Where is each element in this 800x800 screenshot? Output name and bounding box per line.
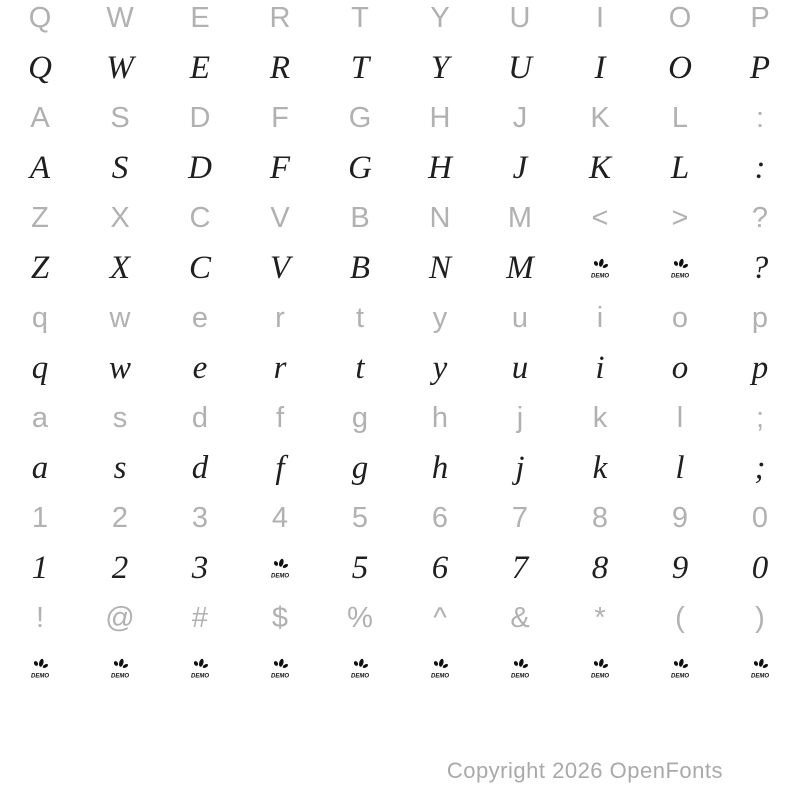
glyph-row-10-glyph: [0, 443, 800, 493]
font-glyph-cell: ?: [751, 249, 769, 286]
reference-glyph-cell: V: [270, 201, 290, 234]
font-glyph-cell: K: [588, 149, 611, 186]
glyph-row-11-reference: [0, 493, 800, 543]
demo-icon: [588, 258, 612, 279]
font-glyph-cell: D: [188, 149, 212, 186]
font-glyph-cell: k: [592, 449, 608, 486]
reference-glyph-cell: F: [271, 101, 289, 134]
reference-glyph-cell: !: [35, 601, 45, 634]
reference-glyph-cell: 9: [671, 501, 689, 534]
reference-glyph-cell: W: [106, 1, 134, 34]
glyph-row-5-reference: [0, 193, 800, 243]
reference-glyph-cell: 3: [191, 501, 209, 534]
demo-icon: [428, 658, 452, 679]
reference-glyph-cell: ): [755, 601, 765, 634]
reference-glyph-cell: g: [351, 401, 369, 434]
demo-icon: [588, 658, 612, 679]
svg-text:DEMO: DEMO: [271, 573, 289, 579]
reference-glyph-cell: Z: [31, 201, 49, 234]
reference-glyph-cell: R: [269, 1, 291, 34]
reference-glyph-cell: a: [31, 401, 49, 434]
reference-glyph-cell: C: [189, 201, 211, 234]
reference-glyph-cell: $: [271, 601, 289, 634]
demo-icon: [268, 658, 292, 679]
demo-icon: [268, 558, 292, 579]
font-glyph-cell: l: [675, 449, 685, 486]
font-glyph-cell: ;: [754, 449, 766, 486]
reference-glyph-cell: w: [109, 301, 131, 334]
demo-icon: [508, 658, 532, 679]
demo-glyph-cell: [720, 643, 800, 693]
reference-glyph-cell: %: [347, 601, 373, 634]
demo-glyph-cell: [640, 243, 720, 293]
reference-glyph-cell: P: [750, 1, 770, 34]
font-glyph-cell: i: [595, 349, 605, 386]
reference-glyph-cell: J: [512, 101, 528, 134]
reference-glyph-cell: @: [105, 601, 135, 634]
font-glyph-cell: 7: [511, 549, 529, 586]
reference-glyph-cell: ?: [751, 201, 769, 234]
demo-glyph-cell: [320, 643, 400, 693]
font-glyph-cell: s: [113, 449, 127, 486]
font-glyph-cell: w: [108, 349, 131, 386]
font-glyph-cell: u: [511, 349, 529, 386]
reference-glyph-cell: :: [755, 101, 765, 134]
glyph-row-13-reference: [0, 593, 800, 643]
reference-glyph-cell: 5: [351, 501, 369, 534]
font-glyph-cell: 9: [671, 549, 689, 586]
font-glyph-cell: F: [269, 149, 291, 186]
reference-glyph-cell: e: [191, 301, 209, 334]
reference-glyph-cell: <: [591, 201, 609, 234]
reference-glyph-cell: h: [431, 401, 449, 434]
demo-icon: [668, 658, 692, 679]
font-glyph-cell: U: [508, 49, 532, 86]
demo-glyph-cell: [400, 643, 480, 693]
svg-text:DEMO: DEMO: [431, 673, 449, 679]
reference-glyph-cell: t: [355, 301, 365, 334]
font-glyph-cell: p: [751, 349, 769, 386]
font-glyph-cell: r: [273, 349, 287, 386]
reference-glyph-cell: d: [191, 401, 209, 434]
svg-text:DEMO: DEMO: [751, 673, 769, 679]
reference-glyph-cell: Q: [28, 1, 52, 34]
glyph-row-12-glyph: [0, 543, 800, 593]
font-glyph-cell: 3: [191, 549, 209, 586]
svg-text:DEMO: DEMO: [671, 673, 689, 679]
demo-icon: [668, 258, 692, 279]
reference-glyph-cell: k: [592, 401, 608, 434]
font-glyph-cell: y: [432, 349, 448, 386]
glyph-row-6-glyph: [0, 243, 800, 293]
reference-glyph-cell: H: [429, 101, 451, 134]
demo-glyph-cell: [480, 643, 560, 693]
font-glyph-cell: O: [668, 49, 692, 86]
svg-text:DEMO: DEMO: [591, 273, 609, 279]
demo-glyph-cell: [0, 643, 80, 693]
svg-text:DEMO: DEMO: [31, 673, 49, 679]
reference-glyph-cell: 2: [111, 501, 129, 534]
reference-glyph-cell: 6: [431, 501, 449, 534]
reference-glyph-cell: U: [509, 1, 531, 34]
reference-glyph-cell: ^: [433, 601, 447, 634]
demo-glyph-cell: [560, 243, 640, 293]
reference-glyph-cell: G: [348, 101, 372, 134]
reference-glyph-cell: l: [676, 401, 684, 434]
font-glyph-cell: G: [348, 149, 372, 186]
reference-glyph-cell: u: [511, 301, 529, 334]
font-glyph-cell: M: [506, 249, 534, 286]
font-glyph-cell: j: [515, 449, 525, 486]
font-glyph-cell: E: [189, 49, 211, 86]
reference-glyph-cell: 7: [511, 501, 529, 534]
font-glyph-cell: J: [512, 149, 528, 186]
reference-glyph-cell: q: [31, 301, 49, 334]
svg-text:DEMO: DEMO: [591, 673, 609, 679]
font-glyph-cell: :: [754, 149, 766, 186]
reference-glyph-cell: D: [189, 101, 211, 134]
font-glyph-cell: t: [355, 349, 365, 386]
reference-glyph-cell: y: [432, 301, 448, 334]
font-glyph-cell: Q: [28, 49, 52, 86]
demo-icon: [28, 658, 52, 679]
font-glyph-cell: N: [428, 249, 451, 286]
svg-text:DEMO: DEMO: [271, 673, 289, 679]
glyph-row-7-reference: [0, 293, 800, 343]
reference-glyph-cell: o: [671, 301, 689, 334]
demo-icon: [108, 658, 132, 679]
font-glyph-cell: d: [191, 449, 209, 486]
reference-glyph-cell: I: [595, 1, 605, 34]
reference-glyph-cell: (: [675, 601, 685, 634]
reference-glyph-cell: s: [112, 401, 128, 434]
font-glyph-cell: S: [111, 149, 129, 186]
reference-glyph-cell: K: [590, 101, 610, 134]
font-glyph-cell: a: [31, 449, 49, 486]
reference-glyph-cell: ;: [755, 401, 765, 434]
demo-glyph-cell: [240, 643, 320, 693]
reference-glyph-cell: 8: [591, 501, 609, 534]
font-glyph-cell: e: [192, 349, 208, 386]
svg-text:DEMO: DEMO: [671, 273, 689, 279]
font-glyph-cell: L: [670, 149, 690, 186]
demo-icon: [348, 658, 372, 679]
font-glyph-cell: 6: [431, 549, 449, 586]
reference-glyph-cell: N: [429, 201, 451, 234]
demo-glyph-cell: [240, 543, 320, 593]
svg-text:DEMO: DEMO: [511, 673, 529, 679]
font-glyph-cell: V: [269, 249, 291, 286]
demo-icon: [748, 658, 772, 679]
reference-glyph-cell: A: [30, 101, 50, 134]
glyph-row-14-glyph: [0, 643, 800, 693]
font-glyph-cell: T: [350, 49, 370, 86]
reference-glyph-cell: i: [596, 301, 604, 334]
font-glyph-cell: o: [671, 349, 689, 386]
font-glyph-cell: B: [349, 249, 371, 286]
reference-glyph-cell: X: [110, 201, 130, 234]
reference-glyph-cell: L: [671, 101, 689, 134]
glyph-row-4-glyph: [0, 143, 800, 193]
font-glyph-cell: Y: [430, 49, 450, 86]
reference-glyph-cell: Y: [430, 1, 450, 34]
font-glyph-cell: P: [749, 49, 771, 86]
font-glyph-cell: 0: [751, 549, 769, 586]
demo-glyph-cell: [560, 643, 640, 693]
font-glyph-cell: R: [269, 49, 291, 86]
glyph-row-9-reference: [0, 393, 800, 443]
font-glyph-cell: g: [351, 449, 369, 486]
reference-glyph-cell: p: [751, 301, 769, 334]
reference-glyph-cell: 4: [271, 501, 289, 534]
reference-glyph-cell: 0: [751, 501, 769, 534]
reference-glyph-cell: E: [190, 1, 210, 34]
svg-text:DEMO: DEMO: [111, 673, 129, 679]
font-glyph-cell: 2: [111, 549, 129, 586]
font-glyph-cell: X: [109, 249, 131, 286]
font-glyph-cell: f: [275, 449, 285, 486]
reference-glyph-cell: >: [671, 201, 689, 234]
svg-text:DEMO: DEMO: [351, 673, 369, 679]
reference-glyph-cell: f: [275, 401, 285, 434]
font-glyph-cell: I: [594, 49, 606, 86]
reference-glyph-cell: S: [110, 101, 130, 134]
glyph-row-2-glyph: [0, 43, 800, 93]
reference-glyph-cell: j: [516, 401, 524, 434]
reference-glyph-cell: #: [191, 601, 209, 634]
reference-glyph-cell: O: [668, 1, 692, 34]
reference-glyph-cell: *: [594, 601, 606, 634]
font-glyph-cell: 5: [351, 549, 369, 586]
glyph-row-1-reference: [0, 0, 800, 43]
font-glyph-cell: Z: [30, 249, 50, 286]
demo-glyph-cell: [640, 643, 720, 693]
font-glyph-cell: h: [431, 449, 449, 486]
font-glyph-cell: 8: [591, 549, 609, 586]
font-glyph-cell: A: [29, 149, 51, 186]
reference-glyph-cell: T: [351, 1, 369, 34]
font-glyph-cell: 1: [31, 549, 49, 586]
reference-glyph-cell: &: [510, 601, 530, 634]
demo-glyph-cell: [160, 643, 240, 693]
demo-icon: [188, 658, 212, 679]
reference-glyph-cell: B: [350, 201, 370, 234]
font-glyph-cell: H: [428, 149, 452, 186]
reference-glyph-cell: r: [275, 301, 285, 334]
font-glyph-cell: W: [106, 49, 134, 86]
copyright-text: Copyright 2026 OpenFonts: [446, 758, 723, 783]
reference-glyph-cell: 1: [31, 501, 49, 534]
glyph-row-8-glyph: [0, 343, 800, 393]
glyph-row-3-reference: [0, 93, 800, 143]
reference-glyph-cell: M: [507, 201, 533, 234]
demo-glyph-cell: [80, 643, 160, 693]
svg-text:DEMO: DEMO: [191, 673, 209, 679]
font-glyph-cell: C: [188, 249, 211, 286]
font-glyph-cell: q: [31, 349, 49, 386]
